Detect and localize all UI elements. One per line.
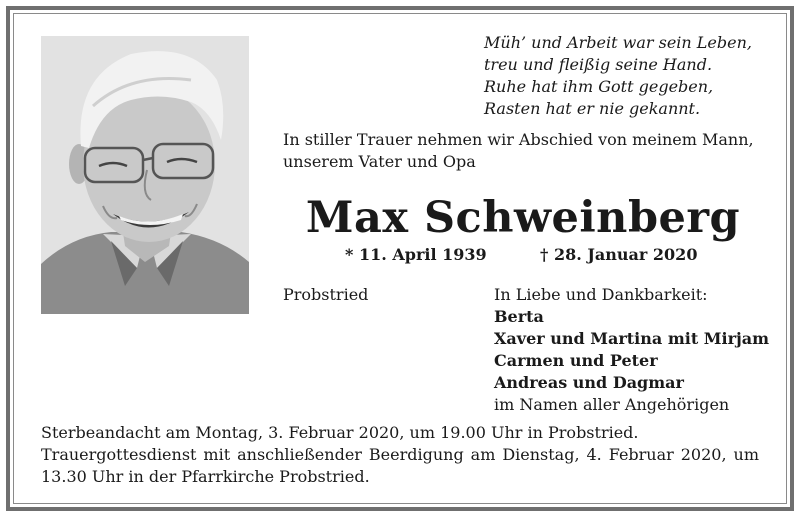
poem-line: Müh’ und Arbeit war sein Leben, — [484, 33, 752, 52]
mourner-name: Xaver und Martina mit Mirjam — [494, 329, 770, 348]
service-details — [41, 422, 759, 488]
intro-text — [283, 129, 773, 173]
memorial-poem — [484, 32, 784, 120]
mourners-closing: im Namen aller Angehörigen — [494, 395, 730, 414]
mourners-heading: In Liebe und Dankbarkeit: — [494, 285, 708, 304]
mourner-name: Berta — [494, 307, 544, 326]
intro-line: unserem Vater und Opa — [283, 152, 476, 171]
poem-line: treu und fleißig seine Hand. — [484, 55, 713, 74]
mourner-name: Andreas und Dagmar — [494, 373, 684, 392]
place-name: Probstried — [283, 285, 369, 304]
poem-line: Rasten hat er nie gekannt. — [484, 99, 701, 118]
birth-date: * 11. April 1939 — [345, 245, 487, 264]
mourners-list — [494, 284, 784, 416]
portrait-photo — [41, 36, 249, 314]
poem-line: Ruhe hat ihm Gott gegeben, — [484, 77, 714, 96]
wake-notice: Sterbeandacht am Montag, 3. Februar 2020, um 19.00 Uhr in Probstried. — [41, 423, 639, 442]
death-date: † 28. Januar 2020 — [540, 245, 698, 264]
deceased-name: Max Schweinberg — [305, 193, 741, 243]
mourner-name: Carmen und Peter — [494, 351, 658, 370]
intro-line: In stiller Trauer nehmen wir Abschied von meinem Mann, — [283, 130, 754, 149]
funeral-notice: Trauergottesdienst mit anschließender Beerdigung am Dienstag, 4. Februar 2020, um 13.30 Uhr in der Pfarrkirche Probstried. — [41, 445, 759, 486]
